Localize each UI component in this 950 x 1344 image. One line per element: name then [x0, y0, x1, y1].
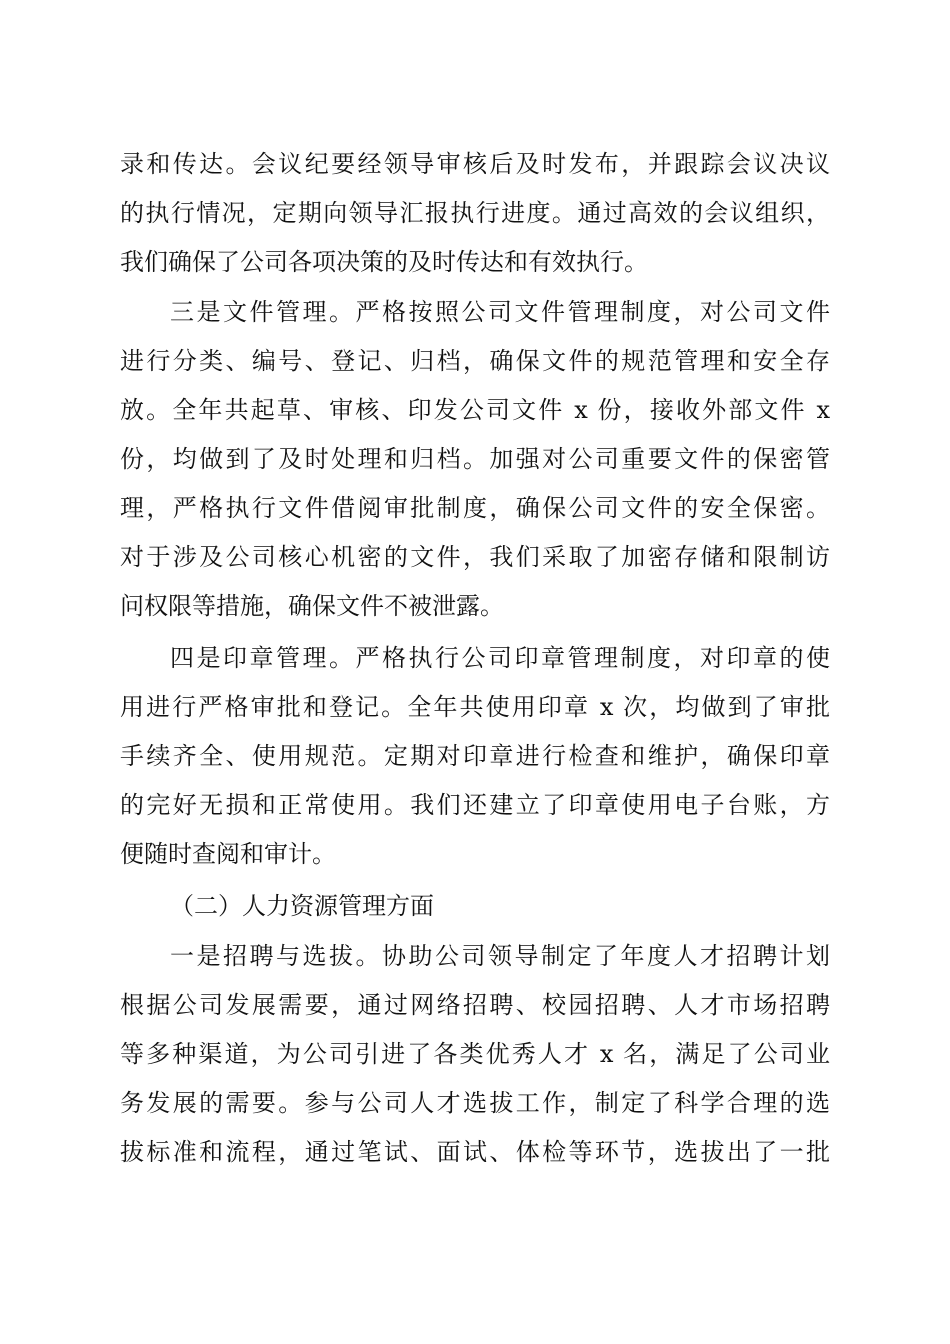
body-text-line: 务发展的需要。参与公司人才选拔工作，制定了科学合理的选: [120, 1089, 830, 1117]
body-text-line: 便随时查阅和审计。: [120, 840, 336, 868]
body-text-line: 录和传达。会议纪要经领导审核后及时发布，并跟踪会议决议: [120, 150, 830, 178]
paragraph-first-line: 三是文件管理。严格按照公司文件管理制度，对公司文件: [170, 298, 830, 326]
body-text-line: 进行分类、编号、登记、归档，确保文件的规范管理和安全存: [120, 347, 830, 375]
paragraph-first-line: 四是印章管理。严格执行公司印章管理制度，对印章的使: [170, 644, 830, 672]
body-text-line: 手续齐全、使用规范。定期对印章进行检查和维护，确保印章: [120, 742, 830, 770]
paragraph-first-line: 一是招聘与选拔。协助公司领导制定了年度人才招聘计划: [170, 942, 830, 970]
section-heading: （二）人力资源管理方面: [170, 892, 434, 920]
body-text-line: 放。全年共起草、审核、印发公司文件 x 份，接收外部文件 x: [120, 396, 830, 424]
body-text-line: 的执行情况，定期向领导汇报执行进度。通过高效的会议组织，: [120, 199, 830, 227]
body-text-line: 拔标准和流程，通过笔试、面试、体检等环节，选拔出了一批: [120, 1138, 830, 1166]
body-text-line: 的完好无损和正常使用。我们还建立了印章使用电子台账，方: [120, 791, 830, 819]
body-text-line: 问权限等措施，确保文件不被泄露。: [120, 592, 504, 620]
body-text-line: 根据公司发展需要，通过网络招聘、校园招聘、人才市场招聘: [120, 991, 830, 1019]
body-text-line: 理，严格执行文件借阅审批制度，确保公司文件的安全保密。: [120, 494, 830, 522]
body-text-line: 我们确保了公司各项决策的及时传达和有效执行。: [120, 248, 648, 276]
body-text-line: 对于涉及公司核心机密的文件，我们采取了加密存储和限制访: [120, 543, 830, 571]
body-text-line: 用进行严格审批和登记。全年共使用印章 x 次，均做到了审批: [120, 693, 830, 721]
body-text-line: 份，均做到了及时处理和归档。加强对公司重要文件的保密管: [120, 445, 830, 473]
body-text-line: 等多种渠道，为公司引进了各类优秀人才 x 名，满足了公司业: [120, 1040, 830, 1068]
